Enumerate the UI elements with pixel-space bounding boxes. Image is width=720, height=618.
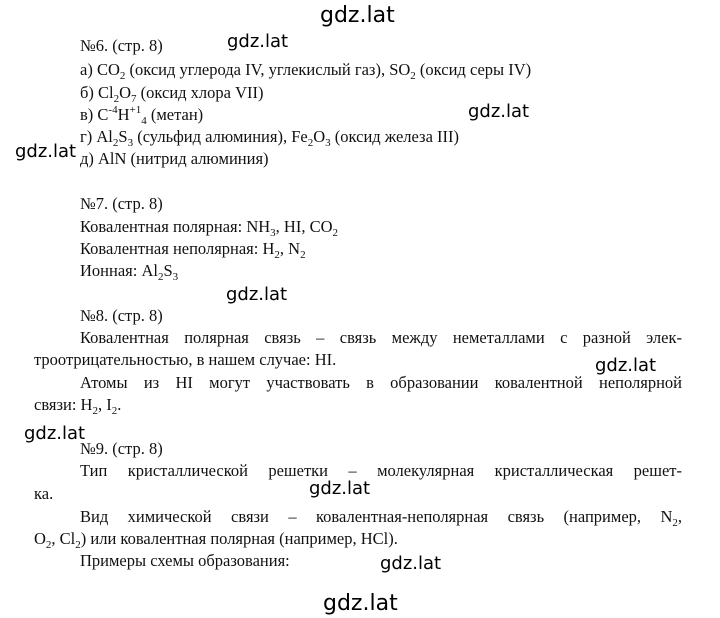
task9-heading: №9. (стр. 8)	[80, 439, 163, 458]
task8-paragraph-line: троотрицательностью, в нашем случае: HI.	[34, 350, 337, 369]
watermark: gdz.lat	[226, 284, 288, 305]
task6-item-v: в) $C^{-4}H^{+1}_4$ (метан)	[80, 104, 204, 127]
watermark: gdz.lat	[323, 591, 398, 616]
task7-ionic: Ионная: $Al_2S_3$	[80, 261, 179, 283]
task6-item-d: д) AlN (нитрид алюминия)	[80, 149, 269, 168]
watermark: gdz.lat	[468, 101, 530, 122]
task6-item-b: б) $Cl_2O_7$ (оксид хлора VII)	[80, 83, 264, 105]
watermark: gdz.lat	[309, 478, 371, 499]
task8-paragraph-line: Атомы из HI могут участвовать в образовании ковалентной неполярной	[80, 373, 682, 392]
task7-nonpolar: Ковалентная неполярная: $H_2$, $N_2$	[80, 239, 306, 261]
task6-heading: №6. (стр. 8)	[80, 36, 163, 55]
watermark: gdz.lat	[320, 3, 395, 28]
task8-paragraph-line: связи: $H_2$, $I_2$.	[34, 395, 122, 417]
watermark: gdz.lat	[15, 141, 77, 162]
task9-paragraph-line: Вид химической связи – ковалентная-неполярная связь (например, $N_2$,	[80, 507, 682, 529]
task9-paragraph-line: Тип кристаллической решетки – молекулярная кристаллическая решет-	[80, 461, 682, 480]
task7-polar: Ковалентная полярная: $NH_3$, HI, $CO_2$	[80, 217, 339, 239]
watermark: gdz.lat	[227, 31, 289, 52]
watermark: gdz.lat	[24, 423, 86, 444]
task9-paragraph-line: ка.	[34, 484, 54, 503]
watermark: gdz.lat	[380, 553, 442, 574]
task8-paragraph-line: Ковалентная полярная связь – связь между неметаллами с разной элек-	[80, 328, 682, 347]
task7-heading: №7. (стр. 8)	[80, 194, 163, 213]
task8-heading: №8. (стр. 8)	[80, 306, 163, 325]
task6-item-g: г) $Al_2S_3$ (сульфид алюминия), $Fe_2O_3$ (оксид железа III)	[80, 127, 459, 149]
task6-item-a: а) $CO_2$ (оксид углерода IV, углекислый газ), $SO_2$ (оксид серы IV)	[80, 60, 532, 82]
task9-paragraph-line: Примеры схемы образования:	[80, 551, 290, 570]
watermark: gdz.lat	[595, 355, 657, 376]
task9-paragraph-line: $O_2$, $Cl_2$) или ковалентная полярная (например, HCl).	[34, 529, 398, 551]
